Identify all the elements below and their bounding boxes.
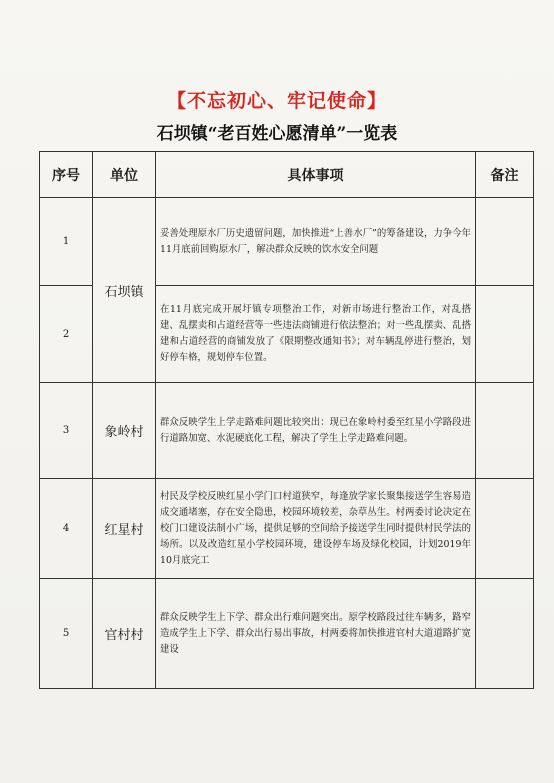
row-remark	[476, 479, 534, 579]
row-detail: 群众反映学生上下学、群众出行难问题突出。原学校路段过往车辆多，路窄造成学生上下学、群众出行易出事故，村两委将加快推进官村大道道路扩宽建设	[156, 579, 476, 689]
row-remark	[476, 579, 534, 689]
table-row	[40, 198, 534, 286]
page-title: 石坝镇“老百姓心愿清单”一览表	[156, 124, 398, 144]
row-number: 3	[40, 383, 93, 479]
row-detail: 村民及学校反映红星小学门口村道狭窄，每逢放学家长聚集接送学生容易造成交通堵塞，存在安全隐患，校园环境较差，杂草丛生。村两委讨论决定在校门口建设法制小广场，提供足够的空间给予接送学生同时提供村民学法的场所。以及改造红星小学校园环境，建设停车场及绿化校园，计划2019年10月底完工	[156, 479, 476, 579]
row-number: 5	[40, 579, 93, 689]
wish-list-table	[39, 151, 534, 689]
row-number: 4	[40, 479, 93, 579]
slogan-banner: 【不忘初心、牢记使命】	[166, 90, 387, 112]
row-remark	[476, 383, 534, 479]
row-unit: 红星村	[93, 479, 156, 579]
row-number: 2	[40, 286, 93, 383]
table-row	[40, 383, 534, 479]
row-number: 1	[40, 198, 93, 286]
col-header-detail: 具体事项	[156, 152, 476, 198]
table-row	[40, 479, 534, 579]
row-unit: 官村村	[93, 579, 156, 689]
row-remark	[476, 286, 534, 383]
row-detail: 妥善处理原水厂历史遗留问题，加快推进“上善水厂”的筹备建设，力争今年11月底前回购原水厂，解决群众反映的饮水安全问题	[156, 198, 476, 286]
row-detail: 在11月底完成开展圩镇专项整治工作，对新市场进行整治工作，对乱搭建、乱摆卖和占道经营等一些违法商铺进行依法整治；对一些乱摆卖、乱搭建和占道经营的商铺发放了《限期整改通知书》；对车辆乱停进行整治，划好停车格，规划停车位置。	[156, 286, 476, 383]
col-header-unit: 单位	[93, 152, 156, 198]
row-detail: 群众反映学生上学走路难问题比较突出：现已在象岭村委至红星小学路段进行道路加宽、水泥硬底化工程，解决了学生上学走路难问题。	[156, 383, 476, 479]
row-unit: 象岭村	[93, 383, 156, 479]
row-unit: 石坝镇	[93, 198, 156, 383]
table-row	[40, 579, 534, 689]
row-remark	[476, 198, 534, 286]
col-header-num: 序号	[40, 152, 93, 198]
table-header-row	[40, 152, 534, 198]
col-header-remark: 备注	[476, 152, 534, 198]
